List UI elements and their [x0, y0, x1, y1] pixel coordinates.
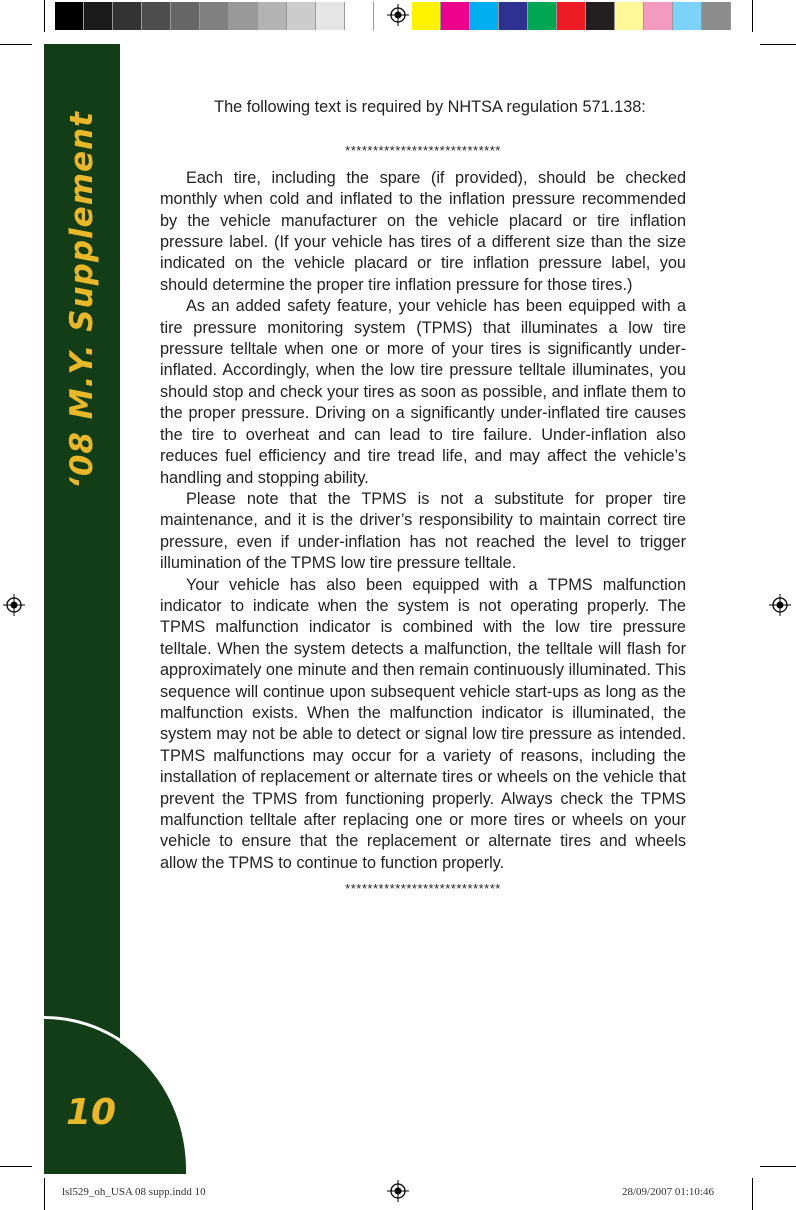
color-swatch: [441, 2, 470, 30]
registration-mark-icon: [769, 594, 791, 616]
color-swatch: [113, 2, 142, 30]
crop-mark: [760, 1166, 796, 1167]
crop-mark: [752, 1178, 753, 1210]
color-swatch: [229, 2, 258, 30]
color-swatch: [171, 2, 200, 30]
color-swatch: [84, 2, 113, 30]
separator-top: ****************************: [345, 143, 501, 159]
color-swatch: [615, 2, 644, 30]
color-swatch: [55, 2, 84, 30]
registration-mark-icon: [3, 594, 25, 616]
crop-mark: [752, 0, 753, 32]
crop-mark: [760, 44, 796, 45]
separator-bottom: ****************************: [345, 881, 501, 897]
crop-mark: [44, 1178, 45, 1210]
crop-mark: [0, 44, 32, 45]
document-body: [160, 97, 686, 900]
section-title: ‘08 M.Y. Supplement: [64, 111, 100, 489]
color-swatch: [528, 2, 557, 30]
paragraph: Your vehicle has also been equipped with a TPMS malfunction indicator to indicate when the system is not operating properly. The TPMS malfunction indicator is combined with the low tire pressure telltale. When the system detects a malfunction, the telltale will flash for approximately one minute and then remain continuously illuminated. This sequence will continue upon subsequent vehicle start-ups as long as the malfunction exists. When the malfunction indicator is illuminated, the system may not be able to detect or signal low tire pressure as intended. TPMS malfunctions may occur for a variety of reasons, including the installation of replacement or alternate tires or wheels on the vehicle that prevent the TPMS from functioning properly. Always check the TPMS malfunction telltale after replacing one or more tires or wheels on your vehicle to ensure that the replacement or alternate tires and wheels allow the TPMS to continue to function properly.: [160, 575, 686, 872]
intro-line: The following text is required by NHTSA regulation 571.138:: [214, 98, 646, 116]
registration-mark-icon: [387, 4, 409, 26]
color-swatch: [200, 2, 229, 30]
color-swatch: [470, 2, 499, 30]
paragraph: As an added safety feature, your vehicle has been equipped with a tire pressure monitoring system (TPMS) that illuminates a low tire pressure telltale when one or more of your tires is significantly under-inflated. Accordingly, when the low tire pressure telltale illuminates, you should stop and check your tires as soon as possible, and inflate them to the proper pressure. Driving on a significantly under-inflated tire causes the tire to overheat and can lead to tire failure. Under-inflation also reduces fuel efficiency and tire tread life, and may affect the vehicle’s handling and stopping ability.: [160, 297, 686, 487]
color-swatch: [499, 2, 528, 30]
color-swatch: [258, 2, 287, 30]
crop-mark: [0, 1166, 32, 1167]
color-swatch: [586, 2, 615, 30]
paragraph: Each tire, including the spare (if provided), should be checked monthly when cold and inflated to the inflation pressure recommended by the vehicle manufacturer on the vehicle placard or tire inflation pressure label. (If your vehicle has tires of a different size than the size indicated on the vehicle placard or tire inflation pressure label, you should determine the proper tire inflation pressure for those tires.): [160, 168, 686, 294]
registration-mark-icon: [387, 1180, 409, 1202]
paragraph: Please note that the TPMS is not a substitute for proper tire maintenance, and it is the driver’s responsibility to maintain correct tire pressure, even if under-inflation has not reached the level to trigger illumination of the TPMS low tire pressure telltale.: [160, 489, 686, 573]
color-swatch: [287, 2, 316, 30]
print-date: 28/09/2007 01:10:46: [622, 1186, 714, 1198]
color-swatch: [702, 2, 731, 30]
page-number: 10: [66, 1092, 117, 1133]
color-swatch: [644, 2, 673, 30]
color-swatch: [673, 2, 702, 30]
color-swatch: [557, 2, 586, 30]
color-swatch: [142, 2, 171, 30]
color-swatch: [412, 2, 441, 30]
crop-mark: [44, 0, 45, 32]
color-swatch: [345, 2, 374, 30]
file-info: lsl529_oh_USA 08 supp.indd 10: [62, 1186, 206, 1198]
color-swatch: [316, 2, 345, 30]
